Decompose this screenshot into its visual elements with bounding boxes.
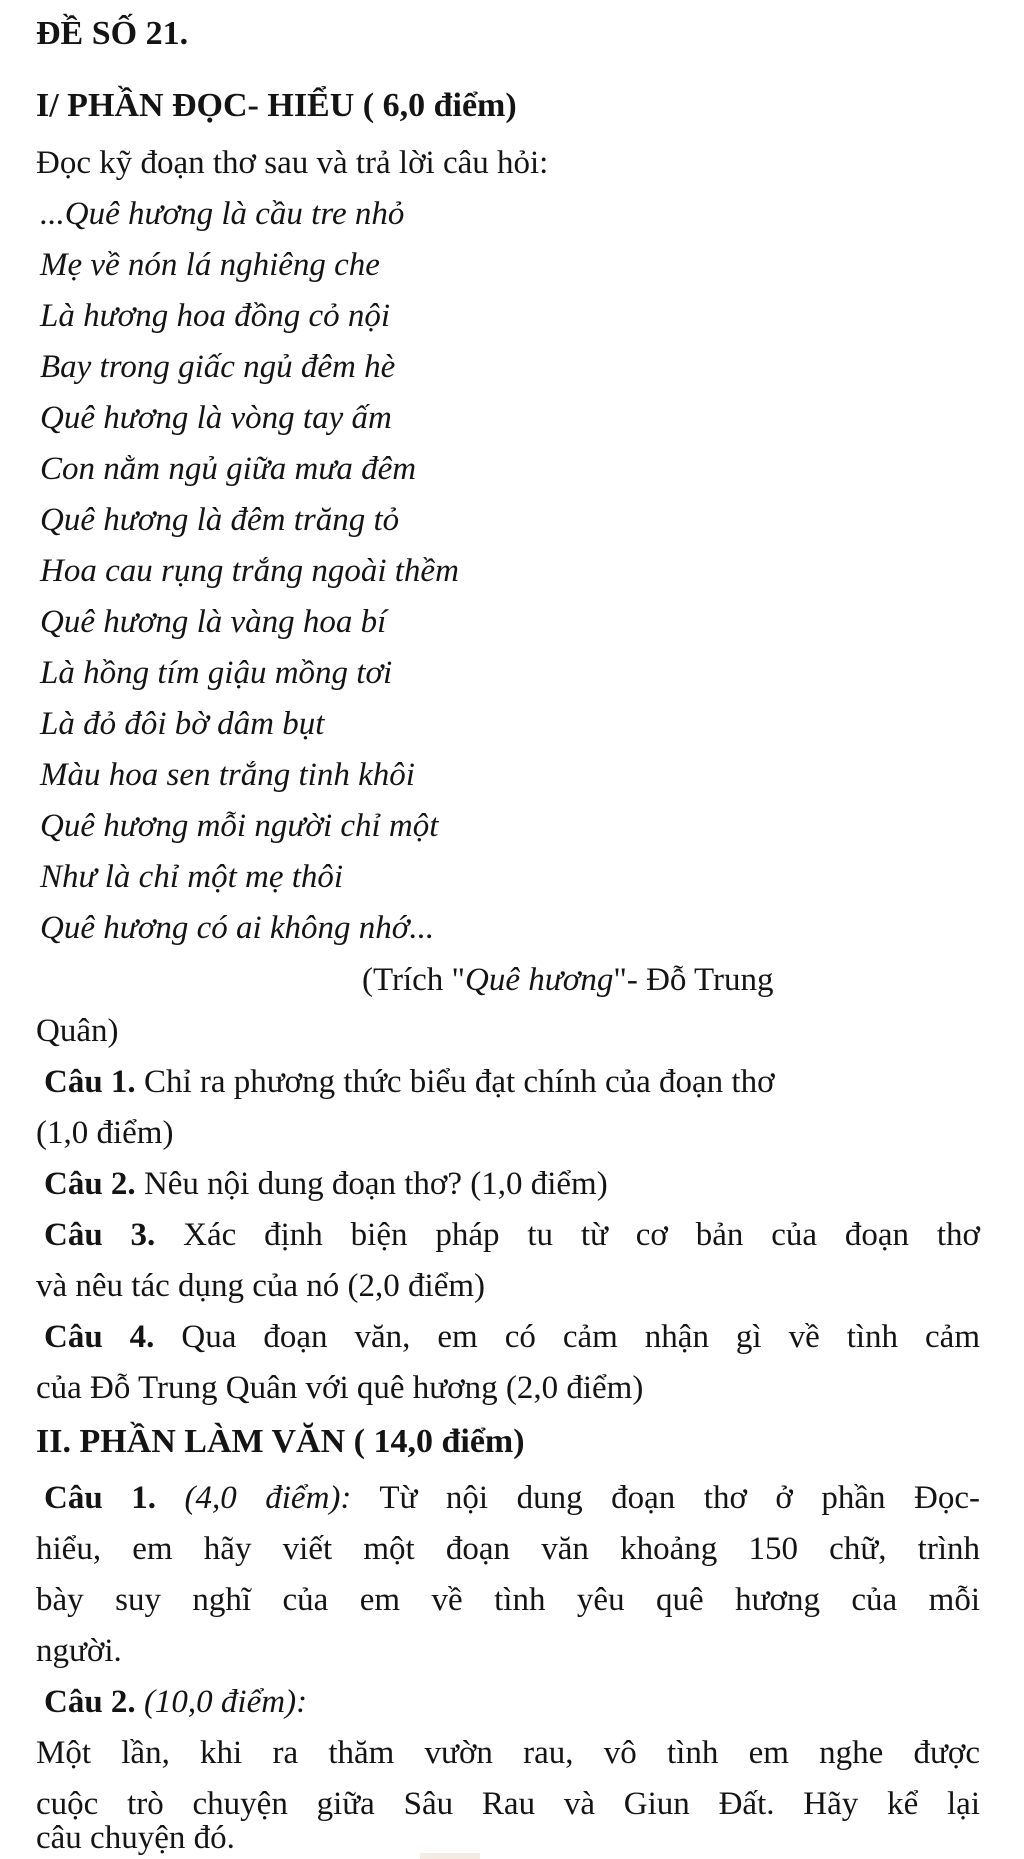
question-label: Câu 1.: [44, 1480, 156, 1516]
part1-heading: I/ PHẦN ĐỌC- HIỂU ( 6,0 điểm): [36, 87, 517, 124]
poem-line: Là hương hoa đồng cỏ nội: [40, 298, 391, 334]
writing-question-2-line: câu chuyện đó.: [36, 1820, 235, 1856]
question-label: Câu 2.: [44, 1684, 136, 1720]
writing-question-1: [44, 1478, 980, 1518]
question-1-continued: (1,0 điểm): [36, 1115, 174, 1151]
question-2: [44, 1164, 608, 1204]
poem-line: Quê hương mỗi người chỉ một: [40, 808, 439, 844]
writing-question-2: [44, 1682, 307, 1722]
poem-line: Như là chỉ một mẹ thôi: [40, 859, 344, 895]
question-points: (10,0 điểm):: [143, 1684, 308, 1720]
writing-question-1-line: bày suy nghĩ của em về tình yêu quê hương của mỗi: [36, 1582, 980, 1618]
part2-heading: II. PHẦN LÀM VĂN ( 14,0 điểm): [36, 1423, 525, 1460]
poem-line: Quê hương là đêm trăng tỏ: [40, 502, 400, 538]
question-3-continued: và nêu tác dụng của nó (2,0 điểm): [36, 1268, 486, 1304]
poem-line: Là hồng tím giậu mồng tơi: [40, 655, 393, 691]
poem-line: ...Quê hương là cầu tre nhỏ: [40, 196, 405, 232]
source-prefix: (Trích ": [362, 962, 466, 998]
question-4: [44, 1317, 980, 1357]
poem-line: Hoa cau rụng trắng ngoài thềm: [40, 553, 459, 589]
question-text: Nêu nội dung đoạn thơ? (1,0 điểm): [143, 1166, 608, 1202]
exam-title: ĐỀ SỐ 21.: [36, 15, 189, 52]
writing-question-2-line: cuộc trò chuyện giữa Sâu Rau và Giun Đất. Hãy kể lại: [36, 1786, 980, 1822]
poem-line: Con nằm ngủ giữa mưa đêm: [40, 451, 417, 487]
poem-line: Bay trong giấc ngủ đêm hè: [40, 349, 396, 385]
question-label: Câu 3.: [44, 1217, 156, 1253]
question-text: Xác định biện pháp tu từ cơ bản của đoạn thơ: [183, 1217, 980, 1253]
writing-question-2-line: Một lần, khi ra thăm vườn rau, vô tình em nghe được: [36, 1735, 980, 1771]
reading-instruction: Đọc kỹ đoạn thơ sau và trả lời câu hỏi:: [36, 145, 549, 181]
poem-line: Quê hương có ai không nhớ...: [40, 910, 435, 946]
question-text: Chỉ ra phương thức biểu đạt chính của đoạn thơ: [143, 1064, 775, 1100]
poem-line: Là đỏ đôi bờ dâm bụt: [40, 706, 325, 742]
writing-question-1-line: người.: [36, 1633, 122, 1669]
question-text: Từ nội dung đoạn thơ ở phần Đọc-: [379, 1480, 981, 1516]
poem-line: Quê hương là vàng hoa bí: [40, 604, 387, 640]
question-1: [44, 1062, 775, 1102]
question-label: Câu 2.: [44, 1166, 136, 1202]
poem-source: [362, 960, 774, 1000]
poem-line: Mẹ về nón lá nghiêng che: [40, 247, 380, 283]
question-text: Qua đoạn văn, em có cảm nhận gì về tình cảm: [181, 1319, 981, 1355]
question-4-continued: của Đỗ Trung Quân với quê hương (2,0 điểm): [36, 1370, 644, 1406]
poem-line: Màu hoa sen trắng tinh khôi: [40, 757, 415, 793]
poem-line: Quê hương là vòng tay ấm: [40, 400, 392, 436]
question-3: [44, 1215, 980, 1255]
source-suffix: "- Đỗ Trung: [613, 962, 774, 998]
page-edge-shadow: [420, 1853, 480, 1859]
writing-question-1-line: hiểu, em hãy viết một đoạn văn khoảng 150 chữ, trình: [36, 1531, 980, 1567]
question-points: (4,0 điểm):: [184, 1480, 352, 1516]
question-label: Câu 4.: [44, 1319, 155, 1355]
source-title: Quê hương: [465, 962, 614, 998]
question-label: Câu 1.: [44, 1064, 136, 1100]
poem-source-continued: Quân): [36, 1013, 119, 1049]
